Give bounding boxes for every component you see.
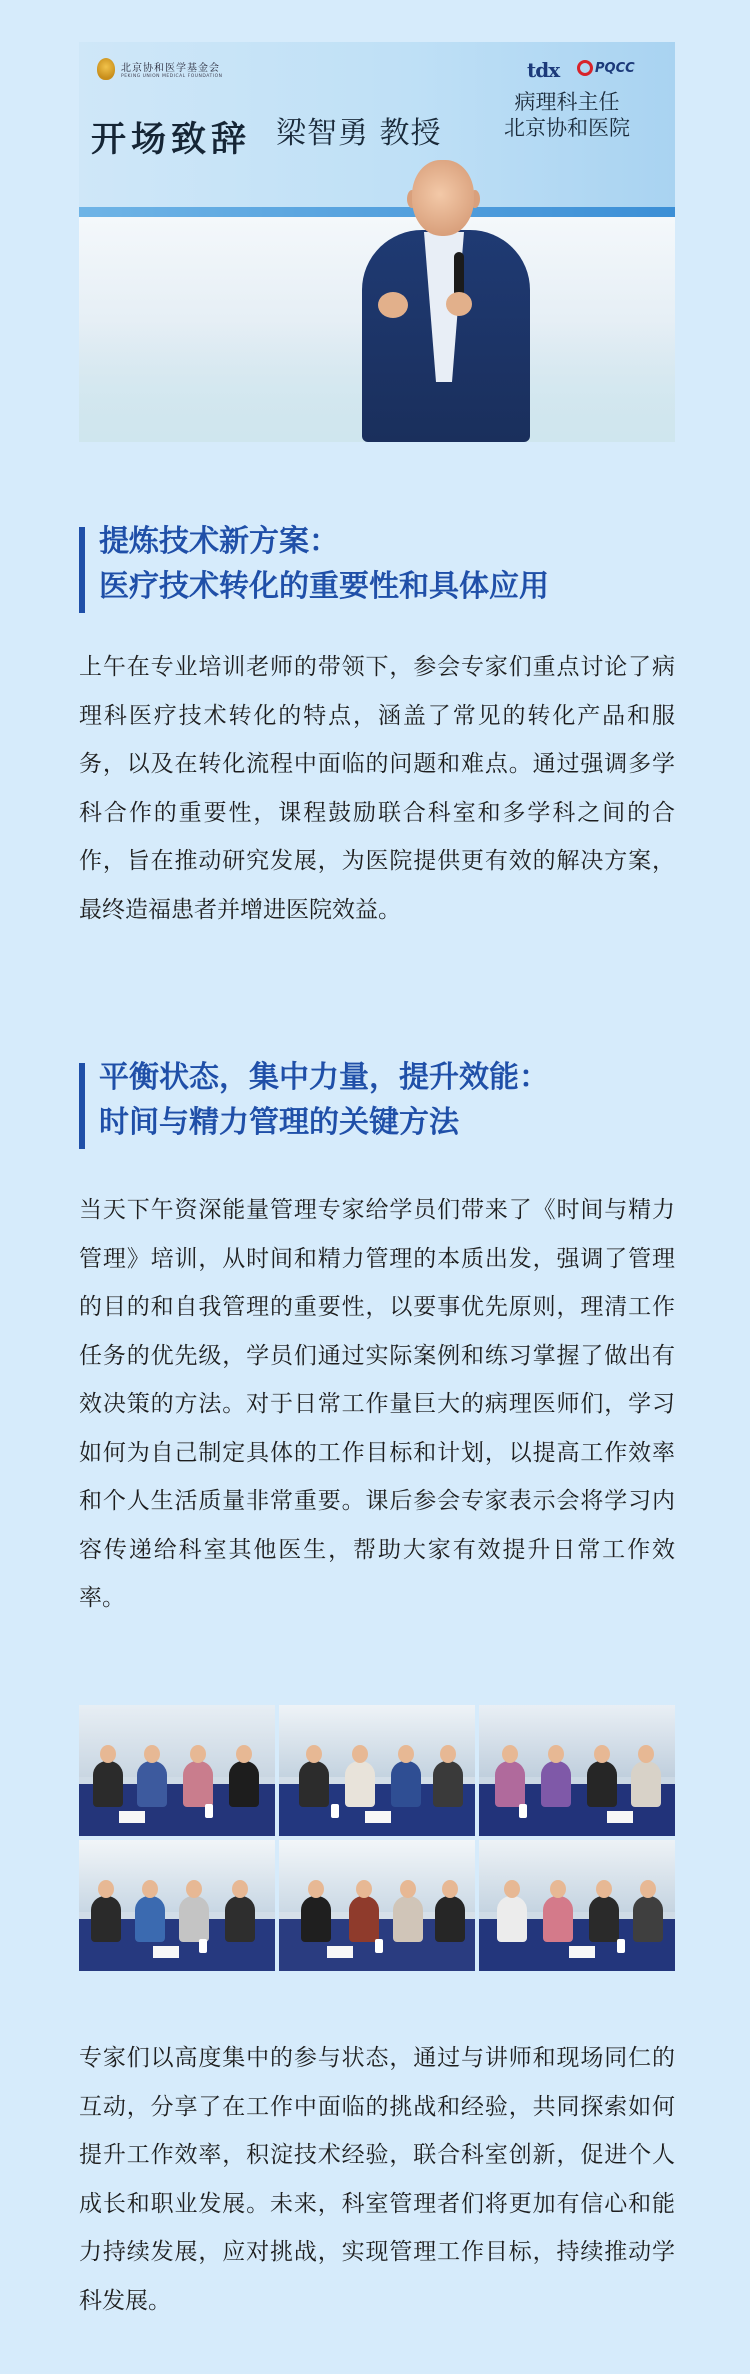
foundation-logo-en: PEKING UNION MEDICAL FOUNDATION bbox=[121, 74, 223, 79]
affiliation-dept: 病理科主任 bbox=[514, 90, 620, 114]
heading-line: 时间与精力管理的关键方法 bbox=[99, 1105, 459, 1140]
heading-line: 提炼技术新方案： bbox=[99, 524, 339, 559]
section2-paragraph: 当天下午资深能量管理专家给学员们带来了《时间与精力管理》培训，从时间和精力管理的本质出发，强调了管理的目的和自我管理的重要性，以要事优先原则，理清工作任务的优先级，学员们通过实际案例和练习掌握了做出有效决策的方法。对于日常工作量巨大的病理医师们，学习如何为自己制定具体的工作目标和计划，以提高工作效率和个人生活质量非常重要。课后参会专家表示会将学习内容传递给科室其他医生，帮助大家有效提升日常工作效率。 bbox=[79, 1197, 675, 1611]
pqcc-ring-icon bbox=[577, 60, 593, 76]
workshop-photo bbox=[279, 1705, 475, 1836]
workshop-photo bbox=[79, 1840, 275, 1971]
banner-speaker-name: 梁智勇 教授 bbox=[276, 116, 442, 151]
foundation-seal-icon bbox=[97, 58, 115, 80]
banner-affiliation bbox=[487, 89, 647, 141]
pqcc-logo-text: PQCC bbox=[595, 60, 635, 76]
closing-paragraph: 专家们以高度集中的参与状态，通过与讲师和现场同仁的互动，分享了在工作中面临的挑战和经验，共同探索如何提升工作效率，积淀技术经验，联合科室创新，促进个人成长和职业发展。未来，科室管理者们将更加有信心和能力持续发展，应对挑战，实现管理工作目标，持续推动学科发展。 bbox=[79, 2045, 675, 2314]
affiliation-hospital: 北京协和医院 bbox=[504, 116, 630, 140]
heading-line: 医疗技术转化的重要性和具体应用 bbox=[99, 569, 549, 604]
heading-accent-bar bbox=[79, 527, 85, 613]
opening-speech-photo bbox=[79, 42, 675, 442]
heading-accent-bar bbox=[79, 1063, 85, 1149]
workshop-photo bbox=[479, 1840, 675, 1971]
section1-paragraph: 上午在专业培训老师的带领下，参会专家们重点讨论了病理科医疗技术转化的特点，涵盖了常见的转化产品和服务，以及在转化流程中面临的问题和难点。通过强调多学科合作的重要性，课程鼓励联合科室和多学科之间的合作，旨在推动研究发展，为医院提供更有效的解决方案，最终造福患者并增进医院效益。 bbox=[79, 654, 675, 923]
heading-line: 平衡状态，集中力量，提升效能： bbox=[99, 1060, 549, 1095]
workshop-photo bbox=[279, 1840, 475, 1971]
workshop-photo bbox=[79, 1705, 275, 1836]
banner-title: 开场致辞 bbox=[91, 120, 252, 160]
foundation-logo-cn: 北京协和医学基金会 bbox=[121, 63, 220, 74]
workshop-photo-grid bbox=[79, 1705, 675, 1971]
speaker-figure bbox=[362, 160, 532, 442]
pqcc-logo bbox=[577, 60, 635, 76]
workshop-photo bbox=[479, 1705, 675, 1836]
tdx-logo: tdx bbox=[527, 58, 560, 82]
foundation-logo bbox=[97, 58, 223, 80]
